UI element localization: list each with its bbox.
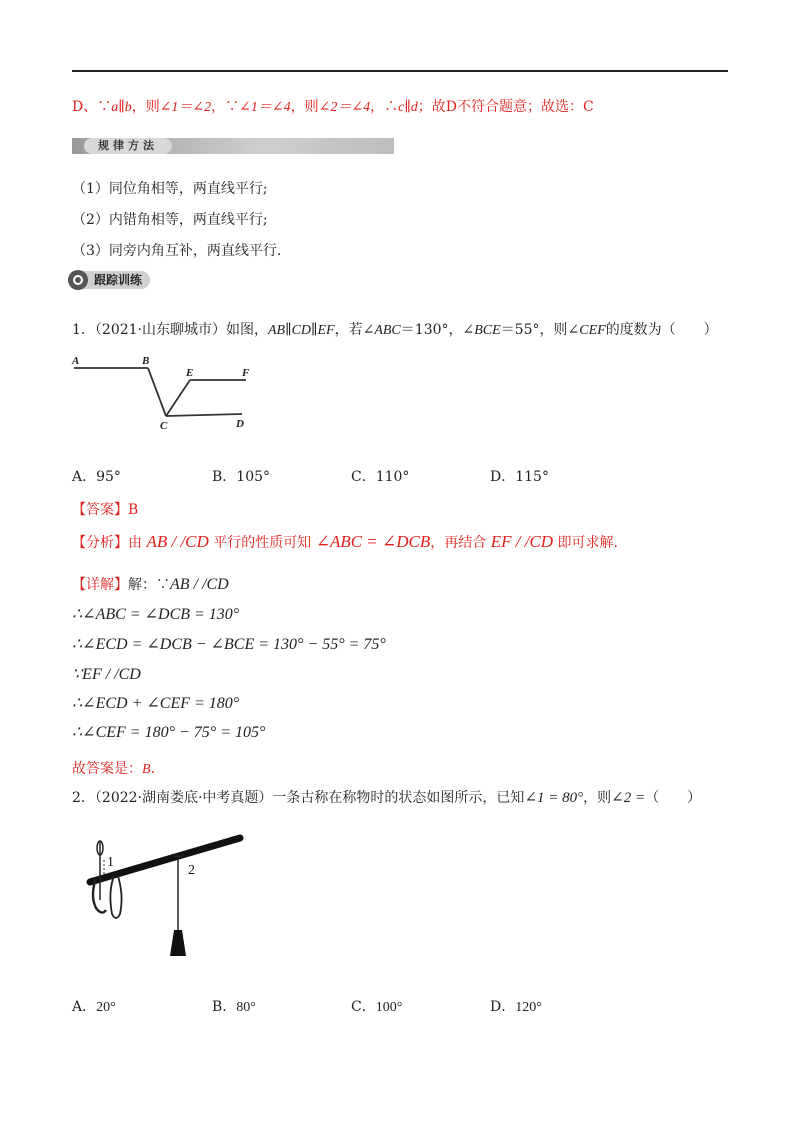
q1-step-4: ∴∠ECD + ∠CEF = 180° <box>72 695 240 712</box>
rule-item-3: （3）同旁内角互补，两直线平行. <box>72 243 282 259</box>
rule-item-1: （1）同位角相等，两直线平行; <box>72 181 268 197</box>
analysis-text: ，再结合 <box>430 535 487 551</box>
analysis-math: AB / /CD <box>146 532 209 551</box>
question-1-stem <box>72 319 718 339</box>
rules-banner-label: 规律方法 <box>84 138 172 154</box>
angle-2-label: 2 <box>188 863 195 878</box>
q2-option-d-value: 120° <box>515 1000 542 1015</box>
math-angle-eq-3: ∠2＝∠4 <box>318 100 371 115</box>
detail-lead-math: AB / /CD <box>170 576 229 593</box>
q2-option-c-letter: C． <box>351 999 376 1015</box>
d-sep-2: ，∴ <box>370 99 399 115</box>
tracking-banner-label: 跟踪训练 <box>82 271 150 289</box>
q2-option-a[interactable] <box>72 996 116 1016</box>
header-rule <box>72 70 728 72</box>
q2-option-b[interactable] <box>212 996 256 1016</box>
math-c-parallel-d: c∥d <box>398 100 418 115</box>
angle-1-label: 1 <box>107 855 114 870</box>
q1-parallel-lines: AB∥CD∥EF <box>268 323 335 338</box>
answer-value: B <box>128 502 139 518</box>
d-sep-1: ，∵ <box>211 99 240 115</box>
q2-stem-part: ，则 <box>583 790 612 806</box>
question-2-stem <box>72 787 701 807</box>
conclusion-value: B <box>142 762 151 777</box>
q1-option-c[interactable]: C．110° <box>351 469 410 485</box>
label-d: D <box>236 418 244 430</box>
q2-option-c[interactable] <box>351 996 402 1016</box>
q1-stem-part: ＝55°，则∠ <box>500 322 580 338</box>
q1-detail-intro <box>72 574 229 594</box>
line-bc <box>148 368 166 416</box>
q1-analysis <box>72 532 618 552</box>
q2-option-b-letter: B． <box>212 999 237 1015</box>
label-a: A <box>72 355 80 367</box>
line-ce <box>166 380 190 416</box>
q2-option-a-value: 20° <box>96 1000 116 1015</box>
q1-angle-abc: ABC <box>374 323 401 338</box>
rules-banner <box>72 138 394 154</box>
q1-stem-part: 1．（2021·山东聊城市）如图， <box>72 322 268 338</box>
conclusion-text: 故答案是： <box>72 761 142 777</box>
right-loop <box>110 876 121 918</box>
q2-option-c-value: 100° <box>375 1000 403 1015</box>
math-a-parallel-b: a∥b <box>111 100 132 115</box>
d-then-1: ，则 <box>131 99 160 115</box>
tracking-banner <box>68 270 176 290</box>
detail-lead: 解：∵ <box>128 577 170 593</box>
label-e: E <box>186 367 194 379</box>
label-c: C <box>160 420 168 432</box>
rule-item-2: （2）内错角相等，两直线平行; <box>72 212 268 228</box>
question-1-figure <box>70 352 260 434</box>
analysis-math: EF / /CD <box>490 532 554 551</box>
analysis-text: 平行的性质可知 <box>213 535 312 551</box>
q2-angle-2: ∠2 = <box>611 790 646 806</box>
option-d-explanation <box>72 96 594 116</box>
d-tail: ；故D不符合题意；故选：C <box>417 99 594 115</box>
math-angle-eq-1: ∠1＝∠2 <box>159 100 212 115</box>
counterweight-icon <box>170 930 186 956</box>
q1-angle-cef: CEF <box>579 323 606 338</box>
q1-option-b[interactable]: B．105° <box>212 469 271 485</box>
label-b: B <box>142 355 150 367</box>
q1-angle-bce: BCE <box>474 323 501 338</box>
conclusion-text: . <box>150 761 156 777</box>
math-angle-eq-2: ∠1＝∠4 <box>239 100 291 115</box>
answer-label: 【答案】 <box>72 502 128 518</box>
q1-stem-part: ，若∠ <box>334 322 375 338</box>
analysis-text: 即可求解. <box>557 535 618 551</box>
analysis-math: ∠ABC = ∠DCB <box>315 532 431 551</box>
line-cd <box>166 414 242 416</box>
label-f: F <box>242 367 250 379</box>
analysis-label: 【分析】 <box>72 535 128 551</box>
q2-option-d-letter: D． <box>490 999 516 1015</box>
q2-option-d[interactable] <box>490 996 542 1016</box>
q1-stem-part: ＝130°，∠ <box>400 322 475 338</box>
d-then-2: ，则 <box>290 99 319 115</box>
q1-answer <box>72 499 138 519</box>
q2-stem-part: （ ） <box>645 790 702 806</box>
q1-option-a[interactable]: A．95° <box>72 469 121 485</box>
q2-stem-part: 2．（2022·湖南娄底·中考真题）一条古称在称物时的状态如图所示，已知 <box>72 790 525 806</box>
q1-step-5: ∴∠CEF = 180° − 75° = 105° <box>72 724 266 741</box>
q1-conclusion <box>72 758 155 778</box>
d-prefix: D、∵ <box>72 99 112 115</box>
q1-step-3: ∵EF / /CD <box>72 666 141 683</box>
q1-step-2: ∴∠ECD = ∠DCB − ∠BCE = 130° − 55° = 75° <box>72 636 386 653</box>
q1-option-d[interactable]: D．115° <box>490 469 549 485</box>
q2-angle-1: ∠1 = 80° <box>524 790 584 806</box>
question-2-figure <box>84 830 250 960</box>
detail-label: 【详解】 <box>72 577 128 593</box>
q2-option-b-value: 80° <box>236 1000 256 1015</box>
q2-option-a-letter: A． <box>72 999 97 1015</box>
target-icon <box>68 270 88 290</box>
q1-stem-part: 的度数为（ ） <box>605 322 718 338</box>
q1-step-1: ∴∠ABC = ∠DCB = 130° <box>72 606 240 623</box>
analysis-text: 由 <box>128 535 142 551</box>
